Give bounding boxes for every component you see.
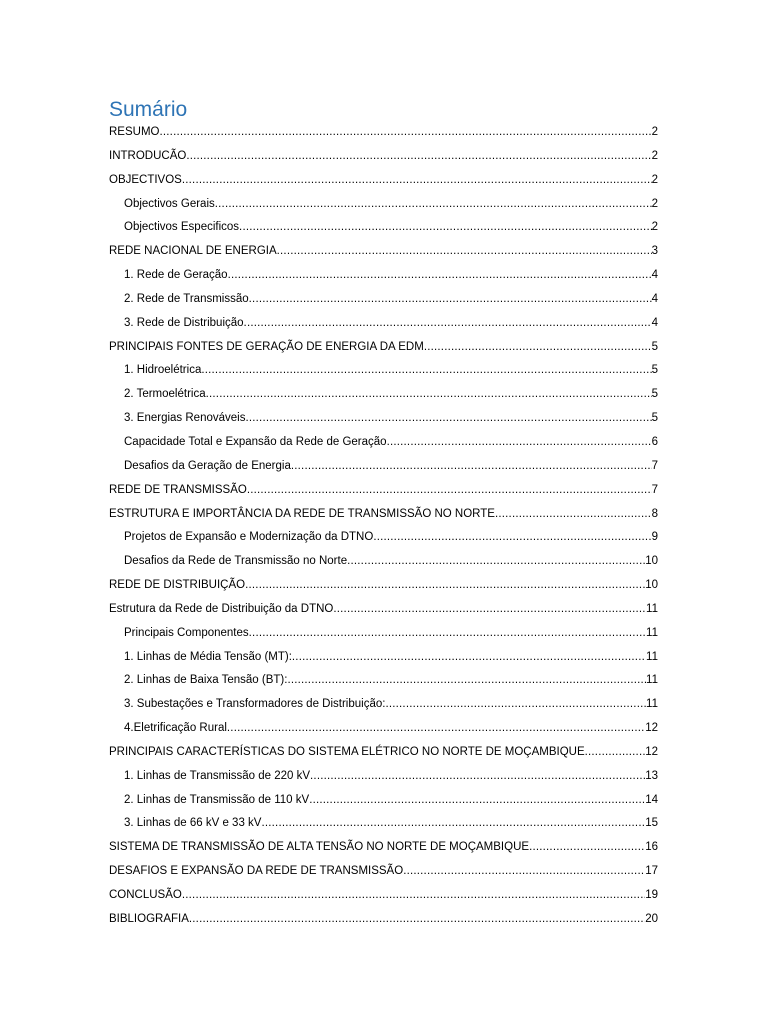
- toc-entry[interactable]: [109, 455, 658, 479]
- toc-page-number: 7: [651, 483, 658, 496]
- toc-page-number: 12: [645, 745, 658, 758]
- toc-entry[interactable]: [109, 121, 658, 145]
- toc-page-number: 19: [645, 889, 658, 901]
- toc-entry[interactable]: [109, 598, 658, 622]
- toc-entry-text: 3. Subestações e Transformadores de Distribuição:: [124, 698, 386, 711]
- toc-page-number: 5: [651, 388, 658, 401]
- dot-leader: [495, 503, 652, 527]
- toc-page-number: 2: [651, 126, 658, 138]
- toc-entry[interactable]: [109, 336, 658, 360]
- toc-page-number: 2: [651, 221, 658, 234]
- toc-entry-text: CONCLUSÃO: [109, 889, 182, 901]
- dot-leader: [215, 193, 652, 217]
- dot-leader: [309, 789, 645, 813]
- toc-entry[interactable]: [109, 407, 658, 431]
- dot-leader: [529, 836, 645, 860]
- toc-page-number: 11: [646, 674, 658, 687]
- toc-entry-text: REDE DE DISTRIBUIÇÃO: [109, 579, 246, 592]
- toc-entry-text: REDE DE TRANSMISSÃO: [109, 483, 247, 496]
- dot-leader: [292, 646, 646, 670]
- dot-leader: [585, 741, 646, 765]
- toc-entry[interactable]: [109, 169, 658, 193]
- toc-entry-text: INTRODUCÃO: [109, 149, 187, 162]
- toc-entry-text: 2. Linhas de Baixa Tensão (BT):: [124, 674, 288, 687]
- toc-entry[interactable]: [109, 240, 658, 264]
- dot-leader: [206, 383, 652, 407]
- toc-page-number: 5: [651, 412, 658, 425]
- dot-leader: [182, 169, 652, 193]
- toc-page-number: 4: [651, 316, 658, 329]
- table-of-contents: [109, 121, 658, 932]
- toc-page-number: 14: [645, 793, 658, 806]
- toc-page-number: 11: [646, 698, 658, 711]
- toc-entry[interactable]: [109, 717, 658, 741]
- toc-entry[interactable]: [109, 264, 658, 288]
- dot-leader: [403, 860, 645, 884]
- toc-entry-text: PRINCIPAIS CARACTERÍSTICAS DO SISTEMA ELÉTRICO NO NORTE DE MOÇAMBIQUE: [109, 745, 585, 758]
- toc-entry-text: 1. Rede de Geração: [124, 269, 228, 282]
- toc-page-number: 9: [651, 531, 658, 544]
- dot-leader: [244, 312, 652, 336]
- toc-entry[interactable]: [109, 646, 658, 670]
- toc-entry-text: 3. Linhas de 66 kV e 33 kV: [124, 817, 262, 830]
- toc-entry-text: Principais Componentes: [124, 626, 249, 639]
- toc-page-number: 11: [646, 602, 658, 615]
- toc-page-number: 4: [651, 292, 658, 305]
- toc-entry[interactable]: [109, 526, 658, 550]
- toc-entry[interactable]: [109, 312, 658, 336]
- toc-entry[interactable]: [109, 884, 658, 908]
- toc-page-number: 10: [645, 579, 658, 592]
- toc-page-number: 11: [646, 650, 658, 663]
- dot-leader: [182, 884, 645, 908]
- toc-entry-text: Objectivos Especificos: [124, 221, 240, 234]
- toc-entry[interactable]: [109, 622, 658, 646]
- toc-entry-text: OBJECTIVOS: [109, 173, 182, 186]
- dot-leader: [245, 574, 645, 598]
- toc-page-number: 5: [651, 340, 658, 353]
- toc-entry-text: 3. Energias Renováveis: [124, 412, 246, 425]
- toc-entry-text: Objectivos Gerais: [124, 197, 215, 210]
- toc-entry[interactable]: [109, 908, 658, 932]
- toc-entry-text: Projetos de Expansão e Modernização da DTNO: [124, 531, 374, 544]
- dot-leader: [287, 669, 646, 693]
- dot-leader: [227, 717, 645, 741]
- toc-page-number: 4: [651, 269, 658, 282]
- toc-entry-text: 2. Linhas de Transmissão de 110 kV: [124, 793, 310, 806]
- toc-entry-text: 3. Rede de Distribuição: [124, 316, 244, 329]
- toc-entry[interactable]: [109, 503, 658, 527]
- toc-entry-text: 1. Hidroelétrica: [124, 364, 202, 377]
- toc-page-number: 16: [645, 841, 658, 854]
- toc-entry[interactable]: [109, 669, 658, 693]
- toc-page-number: 10: [645, 555, 658, 568]
- toc-title: Sumário: [109, 98, 188, 121]
- dot-leader: [261, 812, 645, 836]
- toc-entry-text: Desafios da Geração de Energia: [124, 459, 291, 472]
- dot-leader: [245, 407, 651, 431]
- toc-entry-text: BIBLIOGRAFIA: [109, 912, 189, 925]
- toc-entry[interactable]: [109, 193, 658, 217]
- toc-page-number: 3: [651, 245, 658, 258]
- toc-page-number: 8: [651, 507, 658, 520]
- toc-entry[interactable]: [109, 789, 658, 813]
- toc-entry-text: SISTEMA DE TRANSMISSÃO DE ALTA TENSÃO NO NORTE DE MOÇAMBIQUE: [109, 841, 530, 854]
- toc-entry[interactable]: [109, 216, 658, 240]
- dot-leader: [189, 908, 645, 932]
- toc-page-number: 12: [645, 722, 658, 735]
- toc-entry[interactable]: [109, 479, 658, 503]
- toc-entry-text: ESTRUTURA E IMPORTÂNCIA DA REDE DE TRANSMISSÃO NO NORTE: [109, 507, 495, 520]
- dot-leader: [228, 264, 652, 288]
- dot-leader: [249, 288, 652, 312]
- toc-entry-text: Estrutura da Rede de Distribuição da DTNO: [109, 602, 334, 615]
- dot-leader: [373, 526, 651, 550]
- toc-entry[interactable]: [109, 383, 658, 407]
- dot-leader: [291, 455, 652, 479]
- dot-leader: [385, 693, 646, 717]
- dot-leader: [424, 336, 652, 360]
- toc-page-number: 2: [651, 149, 658, 162]
- toc-page-number: 15: [645, 817, 658, 830]
- toc-entry[interactable]: [109, 550, 658, 574]
- toc-page-number: 11: [646, 626, 658, 639]
- toc-entry[interactable]: [109, 574, 658, 598]
- toc-entry-text: 2. Termoelétrica: [124, 388, 206, 401]
- dot-leader: [201, 359, 651, 383]
- dot-leader: [310, 765, 645, 789]
- dot-leader: [247, 479, 652, 503]
- toc-entry[interactable]: [109, 145, 658, 169]
- toc-entry[interactable]: [109, 359, 658, 383]
- toc-entry-text: Capacidade Total e Expansão da Rede de Geração: [124, 435, 387, 448]
- toc-entry-text: DESAFIOS E EXPANSÃO DA REDE DE TRANSMISSÃO: [109, 865, 404, 878]
- toc-page-number: 2: [651, 197, 658, 210]
- toc-entry-text: Desafios da Rede de Transmissão no Norte: [124, 555, 348, 568]
- toc-entry-text: PRINCIPAIS FONTES DE GERAÇÃO DE ENERGIA DA EDM: [109, 340, 424, 353]
- toc-entry[interactable]: [109, 860, 658, 884]
- toc-entry-text: 4.Eletrificação Rural: [124, 722, 227, 735]
- toc-entry[interactable]: [109, 431, 658, 455]
- dot-leader: [159, 121, 651, 145]
- dot-leader: [333, 598, 646, 622]
- toc-entry-text: 1. Linhas de Transmissão de 220 kV: [124, 769, 311, 782]
- toc-page-number: 13: [645, 769, 658, 782]
- toc-entry[interactable]: [109, 693, 658, 717]
- dot-leader: [249, 622, 646, 646]
- toc-entry[interactable]: [109, 836, 658, 860]
- toc-entry[interactable]: [109, 288, 658, 312]
- toc-entry[interactable]: [109, 765, 658, 789]
- dot-leader: [186, 145, 651, 169]
- toc-entry-text: REDE NACIONAL DE ENERGIA: [109, 245, 277, 258]
- dot-leader: [239, 216, 652, 240]
- dot-leader: [277, 240, 652, 264]
- dot-leader: [347, 550, 645, 574]
- toc-entry-text: RESUMO: [109, 126, 160, 138]
- toc-entry-text: 1. Linhas de Média Tensão (MT):: [124, 650, 292, 663]
- toc-page-number: 5: [651, 364, 658, 377]
- toc-page-number: 2: [651, 173, 658, 186]
- toc-page-number: 17: [645, 865, 658, 878]
- toc-entry[interactable]: [109, 741, 658, 765]
- toc-entry[interactable]: [109, 812, 658, 836]
- toc-page-number: 6: [651, 435, 658, 448]
- dot-leader: [387, 431, 652, 455]
- toc-page-number: 7: [651, 459, 658, 472]
- toc-entry-text: 2. Rede de Transmissão: [124, 292, 249, 305]
- toc-page-number: 20: [645, 912, 658, 925]
